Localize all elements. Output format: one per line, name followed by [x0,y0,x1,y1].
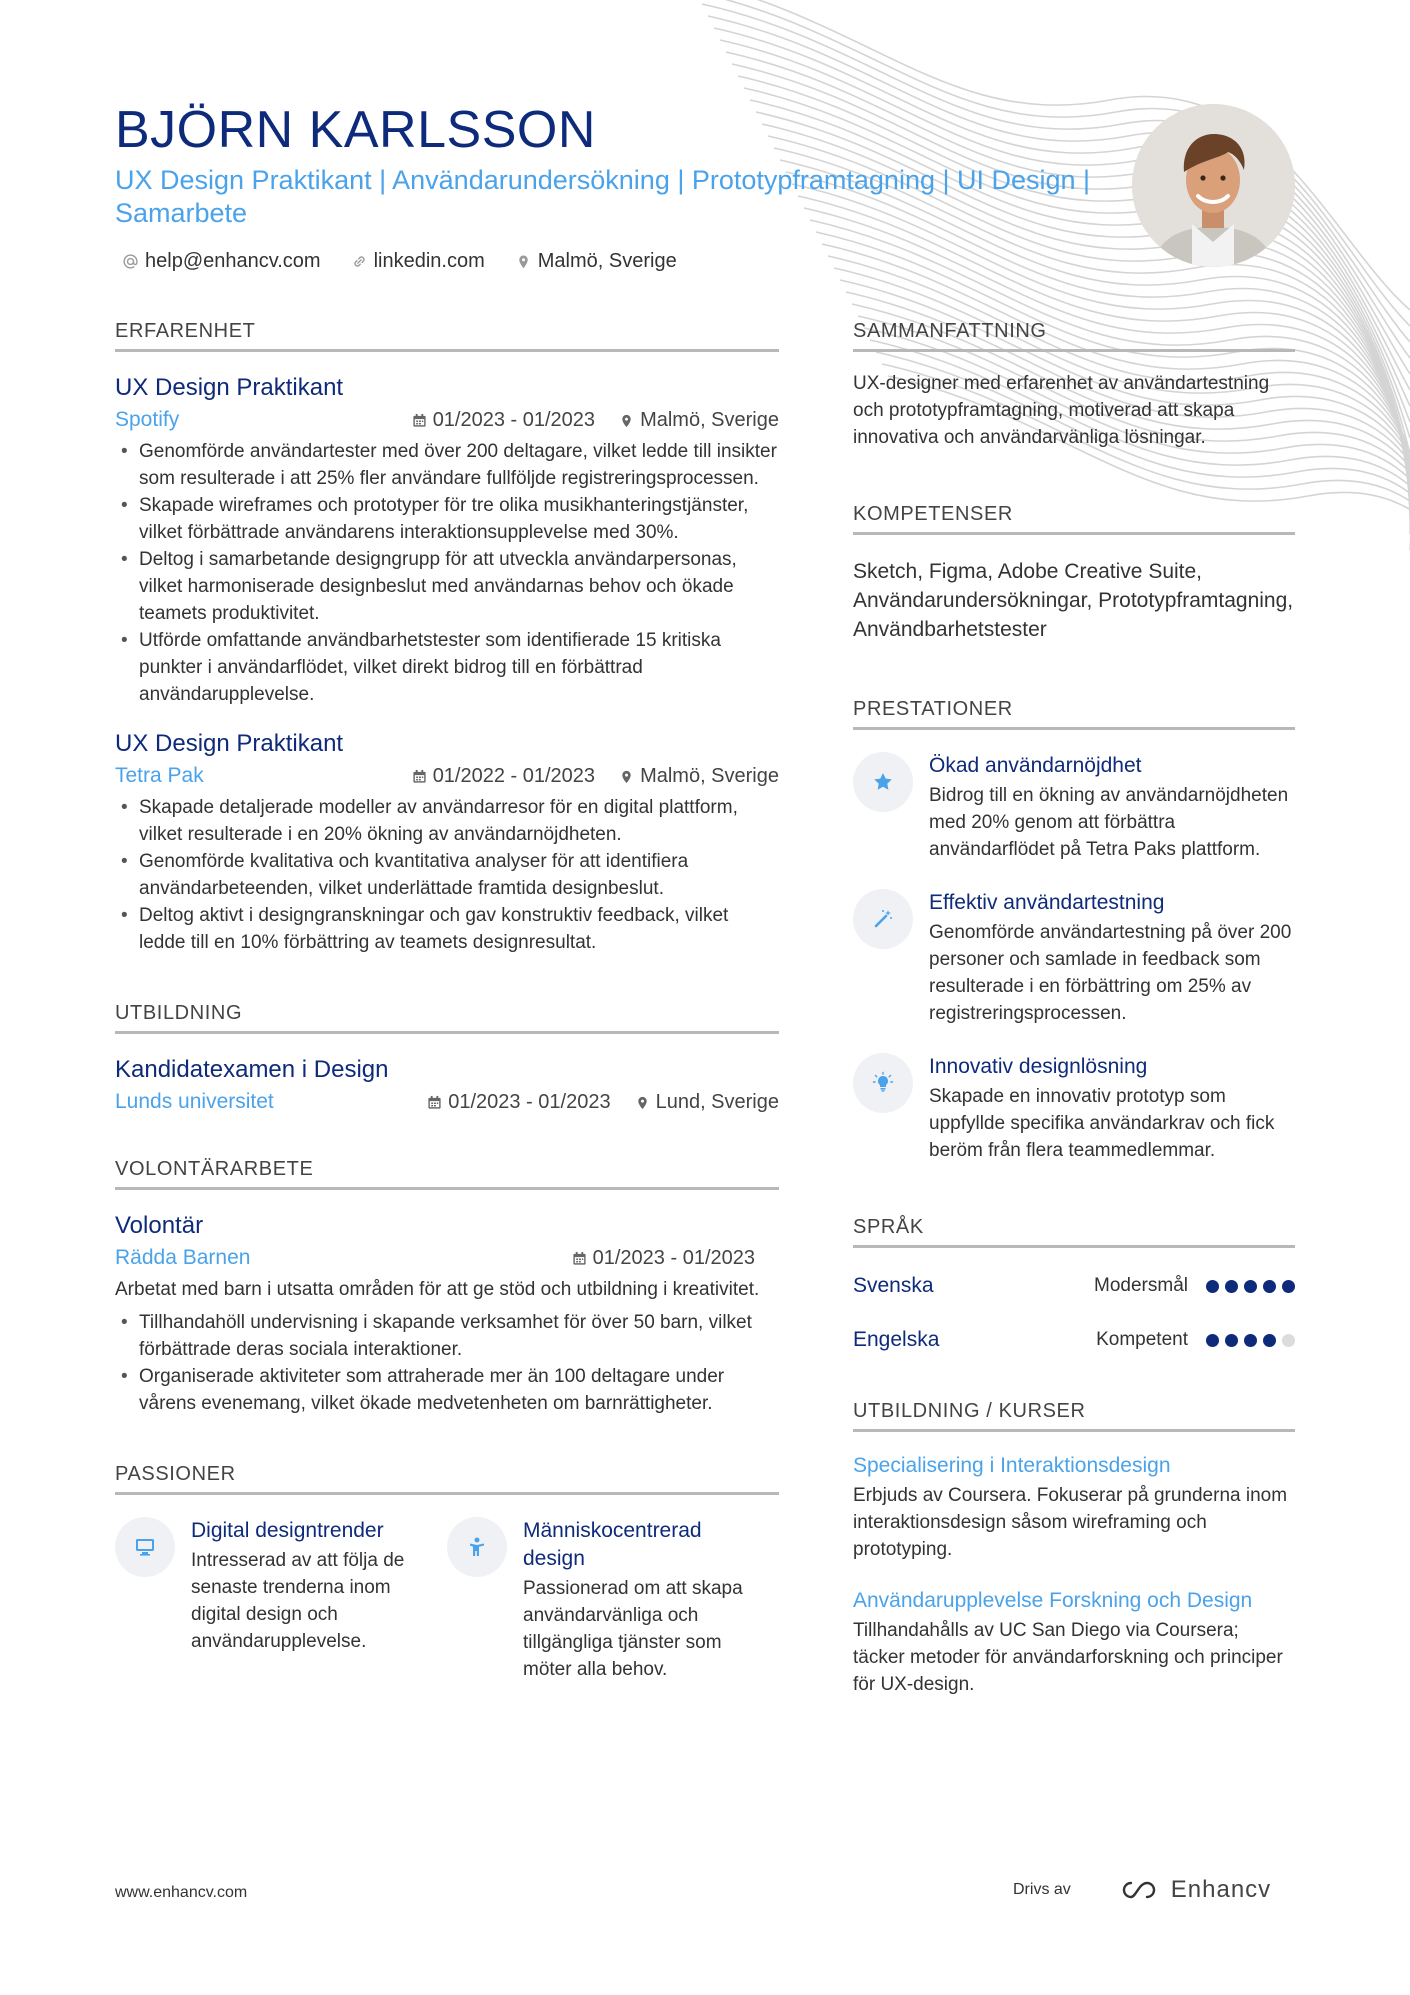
achievement-title: Ökad användarnöjdhet [929,754,1142,777]
calendar-icon [572,1251,587,1266]
language-name: Svenska [853,1274,934,1297]
achievement-description: Bidrog till en ökning av användarnöjdheten med 20% genom att förbättra användarflödet på Tetra Paks plattform. [929,785,1289,860]
linkedin-text: linkedin.com [373,250,485,272]
achievement-description: Genomförde användartestning på över 200 personer och samlade in feedback som resulterade i en förbättring om 25% av registreringsprocessen. [929,922,1292,1024]
language-rating [1206,1334,1295,1347]
experience-entry [115,730,779,956]
volunteer-meta [115,1246,779,1270]
achievements-section-title: PRESTATIONER [853,698,1295,730]
passions-section-title: PASSIONER [115,1463,779,1495]
volunteer-role: Volontär [115,1212,204,1239]
achievement-item [853,752,1295,863]
job-meta [115,408,779,432]
person-icon [447,1517,507,1577]
rating-dot-filled [1225,1334,1238,1347]
footer-website[interactable]: www.enhancv.com [115,1884,248,1901]
star-icon [853,752,913,812]
job-role: UX Design Praktikant [115,730,344,757]
list-item: • Genomförde användartester med över 200 deltagare, vilket ledde till insikter som resulterade i att 25% fler användare fullföljde registreringsprocessen. [115,438,779,492]
rating-dot-filled [1244,1280,1257,1293]
course-description: Erbjuds av Coursera. Fokuserar på grunderna inom interaktionsdesign såsom wireframing och prototyping. [853,1485,1288,1560]
job-location-text: Malmö, Sverige [640,408,779,431]
list-item: • Skapade detaljerade modeller av användarresor för en digital plattform, vilket resulterade i en 20% ökning av användarnöjdheten. [115,794,779,848]
location-text: Malmö, Sverige [537,250,677,272]
job-bullets [115,794,779,956]
contact-location [515,250,677,273]
language-level: Modersmål [1094,1275,1188,1296]
location-pin-icon [515,253,532,270]
education-dates-text: 01/2023 - 01/2023 [448,1090,611,1113]
passion-description: Passionerad om att skapa användarvänliga och tillgängliga tjänster som möter alla behov. [523,1578,743,1680]
calendar-icon [412,769,427,784]
job-dates [412,765,595,788]
contact-row [122,250,677,273]
volunteer-dates-text: 01/2023 - 01/2023 [592,1246,755,1269]
course-title[interactable]: Användarupplevelse Forskning och Design [853,1589,1253,1612]
skills-section-title: KOMPETENSER [853,503,1295,535]
job-dates [412,409,595,432]
passion-item [447,1517,779,1683]
rating-dot-empty [1282,1334,1295,1347]
languages-section-title: SPRÅK [853,1216,1295,1248]
footer-brand [1013,1876,1271,1904]
at-icon [122,253,139,270]
passion-title: Människocentrerad design [523,1519,702,1570]
job-meta [115,764,779,788]
calendar-icon [427,1095,442,1110]
education-meta [115,1090,779,1114]
education-location [635,1091,779,1114]
summary-section-title: SAMMANFATTNING [853,320,1295,352]
school-name[interactable]: Lunds universitet [115,1090,274,1113]
location-pin-icon [619,769,634,784]
course-title[interactable]: Specialisering i Interaktionsdesign [853,1454,1171,1477]
passion-title: Digital designtrender [191,1519,384,1542]
education-dates [427,1091,610,1114]
location-pin-icon [635,1095,650,1110]
course-description: Tillhandahålls av UC San Diego via Coursera; täcker metoder för användarforskning och principer för UX-design. [853,1620,1283,1695]
rating-dot-filled [1206,1334,1219,1347]
degree-title: Kandidatexamen i Design [115,1056,389,1083]
job-dates-text: 01/2022 - 01/2023 [432,764,596,787]
achievement-title: Effektiv användartestning [929,891,1165,914]
candidate-name: BJÖRN KARLSSON [115,101,596,159]
lightbulb-icon [853,1053,913,1113]
education-location-text: Lund, Sverige [655,1090,779,1113]
list-item: • Utförde omfattande användbarhetstester som identifierade 15 kritiska punkter i användarflödet, vilket direkt bidrog till en förbättrad användarupplevelse. [115,627,779,708]
volunteer-bullets [115,1309,779,1417]
monitor-icon [115,1517,175,1577]
infinity-logo-icon [1117,1878,1161,1902]
passion-description: Intresserad av att följa de senaste trenderna inom digital design och användarupplevelse. [191,1550,405,1652]
powered-by-label: Drivs av [1013,1881,1071,1898]
volunteer-description: Arbetat med barn i utsatta områden för att ge stöd och utbildning i kreativitet. [115,1279,760,1300]
list-item: • Tillhandahöll undervisning i skapande verksamhet för över 50 barn, vilket förbättrade deras sociala interaktioner. [115,1309,779,1363]
volunteer-section-title: VOLONTÄRARBETE [115,1158,779,1190]
passion-item [115,1517,447,1683]
courses-section-title: UTBILDNING / KURSER [853,1400,1295,1432]
list-item: • Deltog i samarbetande designgrupp för att utveckla användarpersonas, vilket harmoniserade designbeslut med användarnas behov och ökade teamets produktivitet. [115,546,779,627]
passions-list [115,1517,779,1683]
rating-dot-filled [1282,1280,1295,1293]
achievement-item [853,1053,1295,1164]
job-location [619,409,779,432]
education-entry [115,1056,779,1114]
right-column [853,320,1295,1698]
email-text: help@enhancv.com [145,250,321,272]
skills-text: Sketch, Figma, Adobe Creative Suite, Användarundersökningar, Prototypframtagning, Användbarhetstester [853,560,1294,641]
rating-dot-filled [1225,1280,1238,1293]
job-bullets [115,438,779,708]
language-rating [1206,1280,1295,1293]
achievement-title: Innovativ designlösning [929,1055,1148,1078]
calendar-icon [412,413,427,428]
experience-entry [115,374,779,708]
volunteer-entry [115,1212,779,1417]
location-pin-icon [619,413,634,428]
language-row [853,1324,1295,1356]
job-company[interactable]: Tetra Pak [115,764,204,787]
rating-dot-filled [1206,1280,1219,1293]
profile-photo [1132,104,1295,267]
language-name: Engelska [853,1328,940,1351]
volunteer-org[interactable]: Rädda Barnen [115,1246,251,1269]
list-item: • Genomförde kvalitativa och kvantitativa analyser för att identifiera användarbeteenden, vilket underlättade framtida designbeslut. [115,848,779,902]
rating-dot-filled [1244,1334,1257,1347]
candidate-tagline: UX Design Praktikant | Användarundersökning | Prototypframtagning | UI Design | Samarbete [115,165,1091,228]
job-location [619,765,779,788]
education-section-title: UTBILDNING [115,1002,779,1034]
volunteer-dates [572,1247,755,1270]
job-location-text: Malmö, Sverige [640,764,779,787]
brand-name: Enhancv [1170,1876,1272,1903]
experience-section-title: ERFARENHET [115,320,779,352]
language-row [853,1270,1295,1302]
contact-email[interactable] [122,250,321,273]
rating-dot-filled [1263,1280,1276,1293]
achievement-description: Skapade en innovativ prototyp som uppfyllde specifika användarkrav och fick beröm från flera teammedlemmar. [929,1086,1275,1161]
rating-dot-filled [1263,1334,1276,1347]
list-item: • Deltog aktivt i designgranskningar och gav konstruktiv feedback, vilket ledde till en 10% förbättring av teamets designresultat. [115,902,779,956]
enhancv-logo[interactable] [1117,1876,1271,1904]
magic-wand-icon [853,889,913,949]
job-company[interactable]: Spotify [115,408,180,431]
list-item: • Organiserade aktiviteter som attraherade mer än 100 deltagare under vårens evenemang, vilket ökade medvetenheten om barnrättigheter. [115,1363,779,1417]
achievement-item [853,889,1295,1027]
link-icon [351,253,368,270]
summary-text: UX-designer med erfarenhet av användartestning och prototypframtagning, motiverad att skapa innovativa och användarvänliga lösningar. [853,373,1270,448]
job-dates-text: 01/2023 - 01/2023 [432,408,596,431]
language-level: Kompetent [1096,1329,1188,1350]
list-item: • Skapade wireframes och prototyper för tre olika musikhanteringstjänster, vilket förbättrade användarens interaktionsupplevelse med 30%. [115,492,779,546]
job-role: UX Design Praktikant [115,374,344,401]
contact-linkedin[interactable] [351,250,485,273]
left-column [115,320,779,1683]
